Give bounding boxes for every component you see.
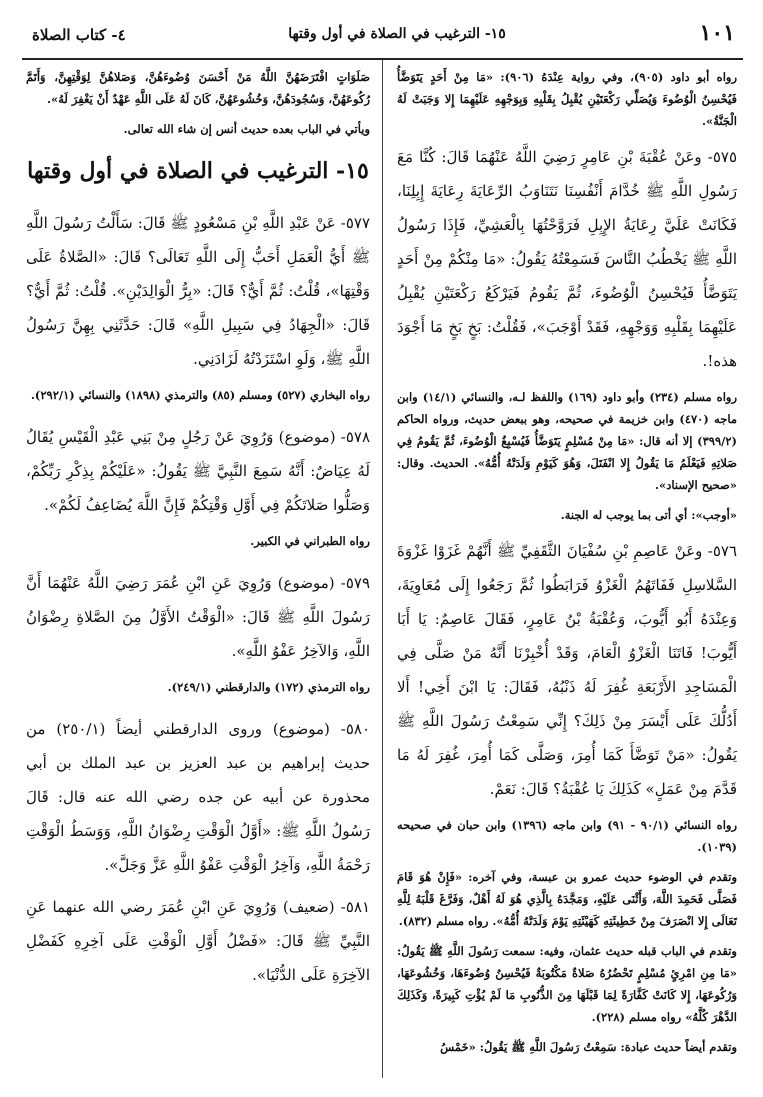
hadith-578: ٥٧٨- (موضوع) وَرُوِيَ عَنْ رَجُلٍ مِنْ بَنِي عَبْدِ الْقَيْسِ يُقَالُ لَهُ عِيَاضٌ: أَنَّهُ سَمِعَ النَّبِيَّ ﷺ يَقُولُ: «عَلَيْكُمْ بِذِكْرِ رَبِّكُمْ، وَصَلُّوا صَلاتَكُمْ فِي أَوَّلِ وَقْتِكُمْ فَإِنَّ اللَّهَ يُضَاعِفُ لَكُمْ». <box>26 428 370 514</box>
hadith-580: ٥٨٠- (موضوع) وروى الدارقطني أيضاً (٢٥٠/١) من حديث إبراهيم بن عبد العزيز بن عبد الملك بن أبي محذورة عن أبيه عن جده رضي الله عنه قال: قَالَ رَسُولُ اللَّهِ ﷺ: «أَوَّلُ الْوَقْتِ رِضْوَانُ اللَّهِ، وَوَسَطُ الْوَقْتِ رَحْمَةُ اللَّهِ، وَآخِرُ الْوَقْتِ عَفْوُ اللَّهِ عَزَّ وَجَلَّ». <box>26 720 370 874</box>
reference: رواه النسائي (٩٠/١ - ٩١) وابن ماجه (١٣٩٦) وابن حبان في صحيحه (١٠٣٩). <box>397 818 737 854</box>
paragraph: رواه أبو داود (٩٠٥)، وفي رواية عِنْدَهُ (٩٠٦): «مَا مِنْ أَحَدٍ يَتَوَضَّأُ فَيُحْسِنُ الْوُضُوءَ وَيُصَلِّي رَكْعَتَيْنِ يُقْبِلُ بِقَلْبِهِ وَبِوَجْهِهِ عَلَيْهِمَا إِلا وَجَبَتْ لَهُ الْجَنَّةُ». <box>397 70 738 128</box>
paragraph: وتقدم في الوضوء حديث عمرو بن عبسة، وفي آخره: «فَإِنْ هُوَ قَامَ فَصَلَّى فَحَمِدَ اللَّهَ، وَأَثْنَى عَلَيْهِ، وَمَجَّدَهُ بِالَّذِي هُوَ لَهُ أَهْلٌ، وَفَرَّغَ قَلْبَهُ لِلَّهِ تَعَالَى إِلا انْصَرَفَ مِنْ خَطِيئَتِهِ كَهَيْئَتِهِ يَوْمَ وَلَدَتْهُ أُمُّهُ». رواه مسلم (٨٣٢). <box>397 870 737 928</box>
hadith-579: ٥٧٩- (موضوع) وَرُوِيَ عَنِ ابْنِ عُمَرَ رَضِيَ اللَّهُ عَنْهُمَا أَنَّ رَسُولَ اللَّهِ ﷺ قَالَ: «الْوَقْتُ الأَوَّلُ مِنَ الصَّلاةِ رِضْوَانُ اللَّهِ، وَالآخِرُ عَفْوُ اللَّهِ». <box>26 574 370 660</box>
book-title: ٤- كتاب الصلاة <box>32 26 126 44</box>
reference: رواه الترمذي (١٧٢) والدارقطني (٢٤٩/١). <box>167 680 370 694</box>
right-column <box>397 66 737 1066</box>
column-divider <box>382 60 383 1078</box>
hadith-577: ٥٧٧- عَنْ عَبْدِ اللَّهِ بْنِ مَسْعُودٍ ﷺ قَالَ: سَأَلْتُ رَسُولَ اللَّهِ ﷺ أَيُّ الْعَمَلِ أَحَبُّ إِلَى اللَّهِ تَعَالَى؟ قَالَ: «الصَّلاةُ عَلَى وَقْتِهَا»، قُلْتُ: ثُمَّ أَيٌّ؟ قَالَ: «بِرُّ الْوَالِدَيْنِ». قُلْتُ: ثُمَّ أَيٌّ؟ قَالَ: «الْجِهَادُ فِي سَبِيلِ اللَّهِ» قَالَ: حَدَّثَنِي بِهِنَّ رَسُولُ اللَّهِ ﷺ، وَلَوِ اسْتَزَدْتُهُ لَزَادَنِي. <box>26 214 370 368</box>
running-section-title: ١٥- الترغيب في الصلاة في أول وقتها <box>288 26 506 42</box>
gloss: «أوجب»: أي أتى بما يوجب له الجنة. <box>560 508 737 522</box>
page-header <box>22 14 743 60</box>
hadith-581: ٥٨١- (ضعيف) وَرُوِيَ عَنِ ابْنِ عُمَرَ رضي الله عنهما عَنِ النَّبِيِّ ﷺ قَالَ: «فَضْلُ أَوَّلِ الْوَقْتِ عَلَى آخِرِهِ كَفَضْلِ الآخِرَةِ عَلَى الدُّنْيَا». <box>26 898 370 984</box>
paragraph: وتقدم في الباب قبله حديث عثمان، وفيه: سمعت رَسُولَ اللَّهِ ﷺ يَقُولُ: «مَا مِنِ امْرِئٍ مُسْلِمٍ تَحْضُرُهُ صَلاةٌ مَكْتُوبَةٌ فَيُحْسِنُ وُضُوءَهَا، وَخُشُوعَهَا، وَرُكُوعَهَا، إِلا كَانَتْ كَفَّارَةً لِمَا قَبْلَهَا مِنَ الذُّنُوبِ مَا لَمْ يُؤْتِ كَبِيرَةً، وَكَذَلِكَ الدَّهْرَ كُلَّهُ» رواه مسلم (٢٢٨). <box>397 944 737 1024</box>
paragraph: صَلَوَاتٍ افْتَرَضَهُنَّ اللَّهُ مَنْ أَحْسَنَ وُضُوءَهُنَّ، وَصَلاهُنَّ لِوَقْتِهِنَّ، وَأَتَمَّ رُكُوعَهُنَّ، وَسُجُودَهُنَّ، وَخُشُوعَهُنَّ، كَانَ لَهُ عَلَى اللَّهِ عَهْدٌ أَنْ يَغْفِرَ لَهُ». <box>26 70 370 106</box>
book-page <box>22 14 743 1084</box>
paragraph: وتقدم أيضاً حديث عبادة: سَمِعْتُ رَسُولَ اللَّهِ ﷺ يَقُولُ: «خَمْسُ <box>440 1040 737 1054</box>
hadith-576: ٥٧٦- وعَنْ عَاصِمِ بْنِ سُفْيَانَ الثَّقَفِيِّ ﷺ أَنَّهُمْ غَزَوْا غَزْوَةَ السَّلاسِلِ فَفَاتَهُمُ الْغَزْوُ فَرَابَطُوا ثُمَّ رَجَعُوا إِلَى مُعَاوِيَةَ، وَعِنْدَهُ أَبُو أَيُّوبَ، وَعُقْبَةُ بْنُ عَامِرٍ، فَقَالَ عَاصِمٌ: يَا أَبَا أَيُّوبَ! فَاتَنَا الْغَزْوُ الْعَامَ، وَقَدْ أُخْبِرْنَا أَنَّهُ مَنْ صَلَّى فِي الْمَسَاجِدِ الأَرْبَعَةِ غُفِرَ لَهُ ذَنْبُهُ، فَقَالَ: يَا ابْنَ أَخِي! أَلا أَدُلُّكَ عَلَى أَيْسَرَ مِنْ ذَلِكَ؟ إِنِّي سَمِعْتُ رَسُولَ اللَّهِ ﷺ يَقُولُ: «مَنْ تَوَضَّأَ كَمَا أُمِرَ، وَصَلَّى كَمَا أُمِرَ، غُفِرَ لَهُ مَا قَدَّمَ مِنْ عَمَلٍ» كَذَلِكَ يَا عُقْبَةُ؟ قَالَ: نَعَمْ. <box>397 542 737 798</box>
page-number: ١٠١ <box>699 20 735 46</box>
hadith-575: ٥٧٥- وعَنْ عُقْبَةَ بْنِ عَامِرٍ رَضِيَ اللَّهُ عَنْهُمَا قَالَ: كُنَّا مَعَ رَسُولِ اللَّهِ ﷺ خُدَّامَ أَنْفُسِنَا نَتَنَاوَبُ الرِّعَايَةَ رِعَايَةَ إِبِلِنَا، فَكَانَتْ عَلَيَّ رِعَايَةُ الإِبِلِ فَرَوَّحْتُهَا بِالْعَشِيِّ، فَإِذَا رَسُولُ اللَّهِ ﷺ يَخْطُبُ النَّاسَ فَسَمِعْتُهُ يَقُولُ: «مَا مِنْكُمْ مِنْ أَحَدٍ يَتَوَضَّأُ فَيُحْسِنُ الْوُضُوءَ، ثُمَّ يَقُومُ فَيَرْكَعُ رَكْعَتَيْنِ يُقْبِلُ عَلَيْهِمَا بِقَلْبِهِ وَوَجْهِهِ، فَقَدْ أَوْجَبَ»، فَقُلْتُ: بَخٍ بَخٍ مَا أَجْوَدَ هذه!. <box>397 148 737 370</box>
reference: رواه مسلم (٢٣٤) وأبو داود (١٦٩) واللفظ لـه، والنسائي (١٤/١) وابن ماجه (٤٧٠) وابن خزيمة في صحيحه، وهو ببعض حديث، ورواه الحاكم (٣٩٩/٢) إلا أنه قال: «مَا مِنْ مُسْلِمٍ يَتَوَضَّأُ فَيُسْبِغُ الْوُضُوءَ، ثُمَّ يَقُومُ فِي صَلاتِهِ فَيَعْلَمُ مَا يَقُولُ إِلا انْفَتَلَ، وَهُوَ كَيَوْمِ وَلَدَتْهُ أُمُّهُ». الحديث. وقال: «صحيح الإسناد». <box>397 390 737 492</box>
section-heading: ١٥- الترغيب في الصلاة في أول وقتها <box>27 158 369 184</box>
paragraph: ويأتي في الباب بعده حديث أنس إن شاء الله تعالى. <box>123 122 370 136</box>
reference: رواه الطبراني في الكبير. <box>250 534 370 548</box>
left-column <box>26 66 370 1000</box>
reference: رواه البخاري (٥٢٧) ومسلم (٨٥) والترمذي (١٨٩٨) والنسائي (٢٩٢/١). <box>30 388 370 402</box>
